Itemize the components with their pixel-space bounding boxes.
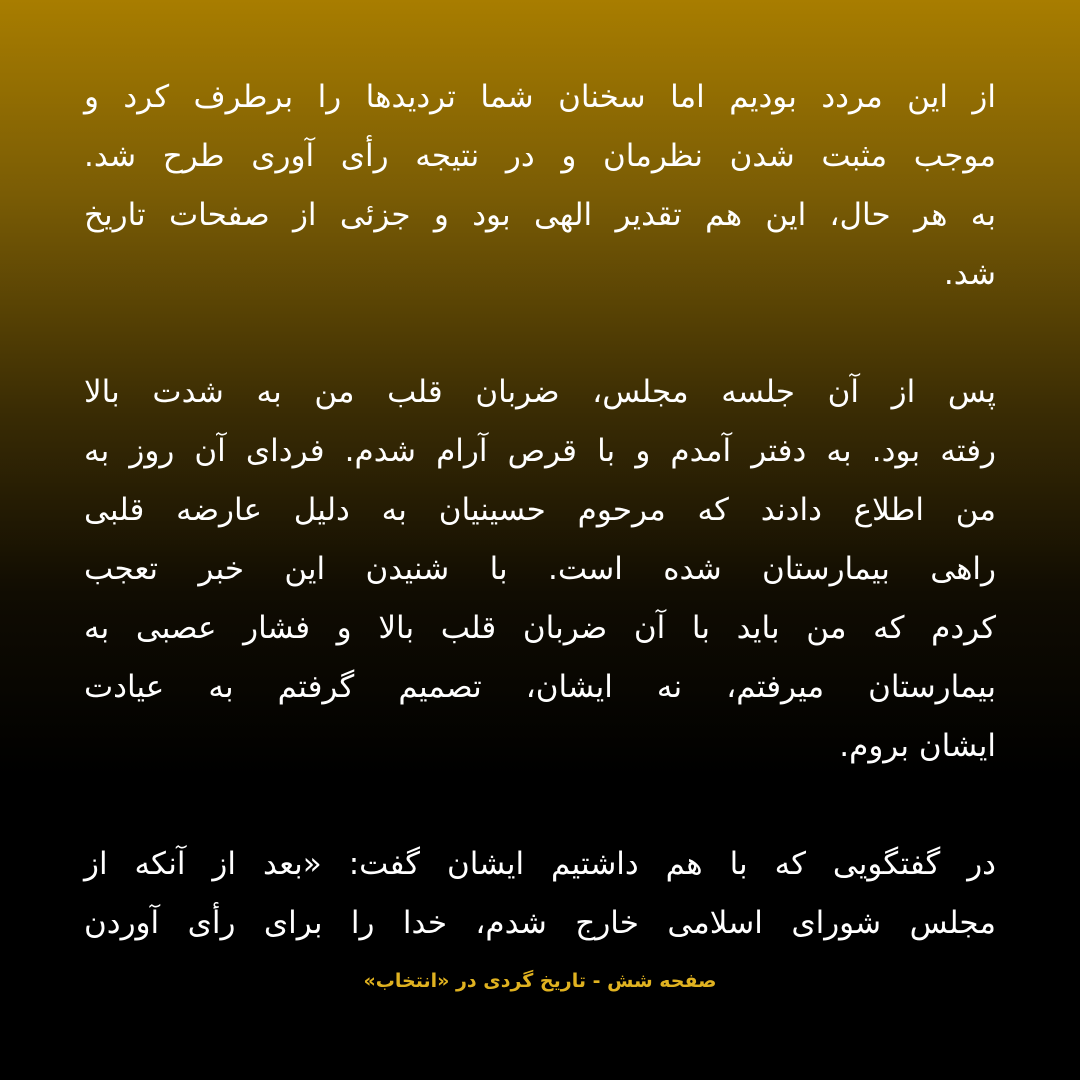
text-line: مجلس شورای اسلامی خارج شدم، خدا را برای رأی آوردن: [84, 905, 996, 941]
text-line: راهی بیمارستان شده است. با شنیدن این خبر تعجب: [84, 551, 996, 587]
text-line: رفته بود. به دفتر آمدم و با قرص آرام شدم. فردای آن روز به: [84, 433, 996, 469]
text-line: به هر حال، این هم تقدیر الهی بود و جزئی از صفحات تاریخ: [84, 197, 996, 233]
text-line: بیمارستان میرفتم، نه ایشان، تصمیم گرفتم به عیادت: [84, 669, 996, 705]
paragraph-2: [84, 363, 996, 776]
text-line: ایشان بروم.: [839, 728, 996, 764]
article-body: [84, 68, 996, 1012]
text-line: پس از آن جلسه مجلس، ضربان قلب من به شدت بالا: [84, 374, 996, 410]
text-line: موجب مثبت شدن نظرمان و در نتیجه رأی آوری طرح شد.: [84, 138, 996, 174]
paragraph-3: [84, 835, 996, 953]
text-line: از این مردد بودیم اما سخنان شما تردیدها را برطرف کرد و: [84, 79, 996, 115]
text-line: شد.: [943, 256, 996, 292]
text-line: من اطلاع دادند که مرحوم حسینیان به دلیل عارضه قلبی: [84, 492, 996, 528]
page-footer: صفحه شش - تاریخ گردی در «انتخاب»: [363, 970, 717, 992]
paragraph-1: [84, 68, 996, 304]
text-line: در گفتگویی که با هم داشتیم ایشان گفت: «بعد از آنکه از: [84, 846, 996, 882]
text-line: کردم که من باید با آن ضربان قلب بالا و فشار عصبی به: [84, 610, 996, 646]
